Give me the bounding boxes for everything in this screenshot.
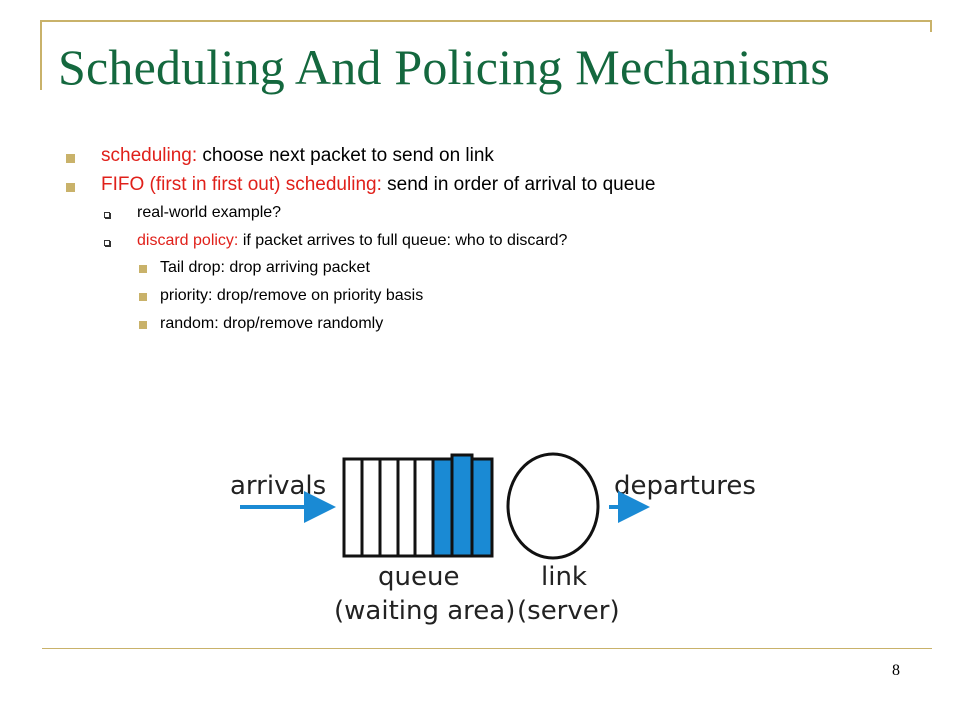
bullet-text: choose next packet to send on link — [197, 145, 494, 166]
queued-packet — [452, 455, 472, 556]
queued-packet — [472, 459, 492, 556]
queue-label: queue — [378, 562, 460, 592]
bullet-text: real-world example? — [137, 204, 282, 221]
bullet-keyword: discard policy: — [137, 232, 239, 249]
departures-label: departures — [614, 471, 756, 501]
link-label: link — [541, 562, 587, 592]
bullet-text: if packet arrives to full queue: who to discard? — [238, 232, 568, 249]
queue-sublabel: (waiting area) — [334, 596, 516, 626]
slide-title: Scheduling And Policing Mechanisms — [58, 39, 831, 95]
bullet-text: Tail drop: drop arriving packet — [160, 259, 370, 276]
bullet-keyword: scheduling: — [101, 145, 198, 166]
queue-buffer — [344, 455, 492, 556]
bullet-text: priority: drop/remove on priority basis — [160, 287, 424, 304]
link-server-circle — [508, 454, 598, 558]
bullet-text: send in order of arrival to queue — [381, 174, 656, 195]
queued-packet — [433, 459, 452, 556]
bullet-text: random: drop/remove randomly — [160, 315, 384, 332]
page-number: 8 — [892, 662, 900, 679]
link-sublabel: (server) — [517, 596, 620, 626]
arrivals-label: arrivals — [230, 471, 327, 501]
bullet-keyword: FIFO (first in first out) scheduling: — [101, 174, 382, 195]
